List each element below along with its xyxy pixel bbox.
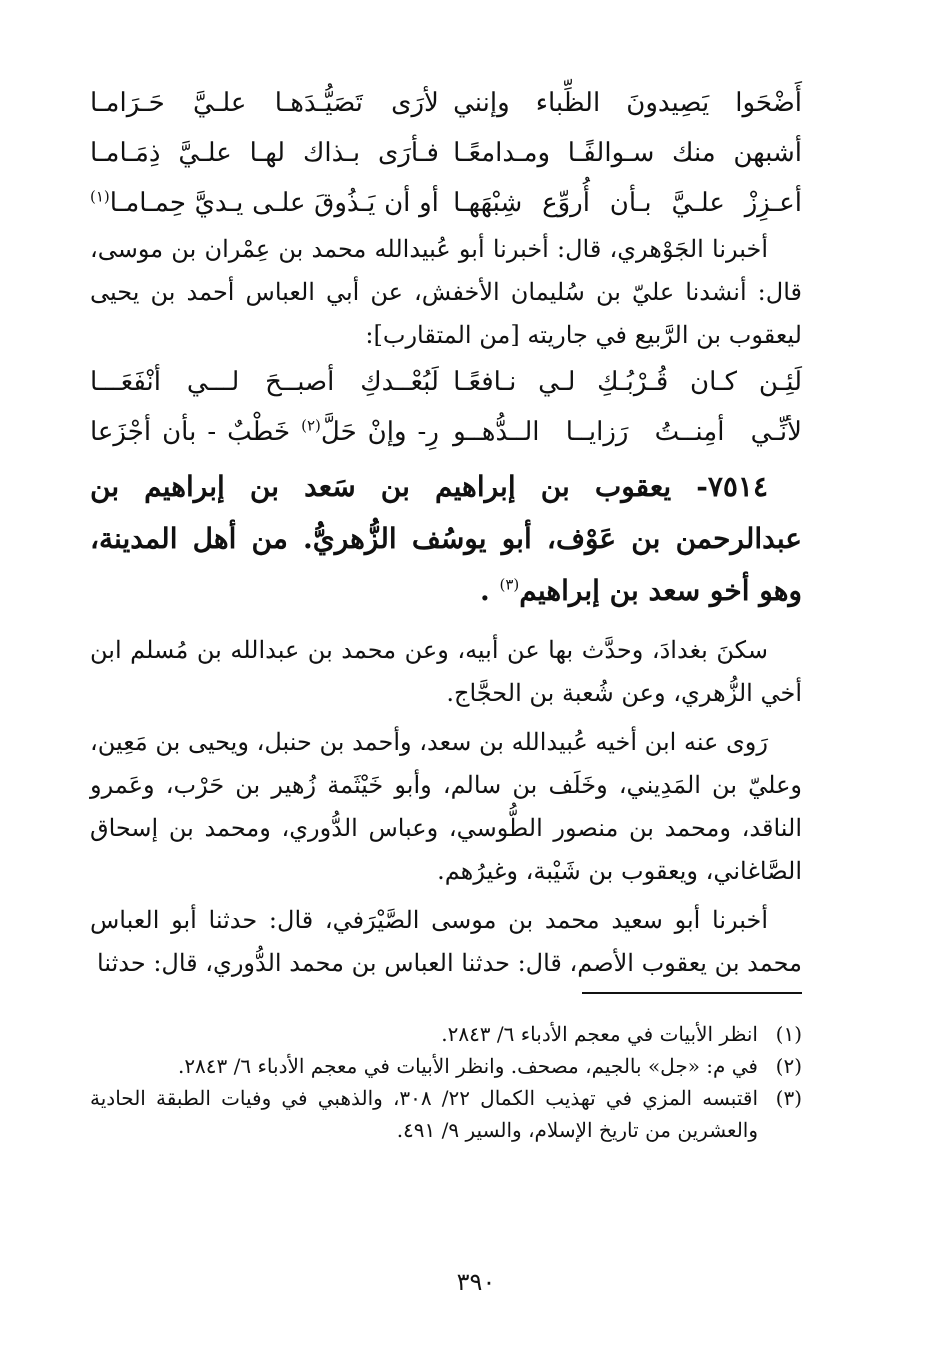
verse-first-hemistich: لأنِّـي أمِنــتُ رَزايــا الــدُّهــو — [453, 417, 802, 447]
verse-line — [90, 407, 802, 457]
verse-first-hemistich: أعـزِزْ علـيَّ بـأن أُروِّع شِبْهَهـا — [453, 188, 802, 218]
footnote-text: اقتبسه المزي في تهذيب الكمال ٢٢/ ٣٠٨، والذهبي في وفيات الطبقة الحادية والعشرين من تاريخ الإسلام، والسير ٩/ ٤٩١. — [90, 1086, 758, 1142]
verse-line — [90, 178, 802, 228]
verse-first-hemistich: لَئِـن كـان قُـرْبُـكِ لـي نـافعًـا — [453, 367, 802, 397]
footnote-text: انظر الأبيات في معجم الأدباء ٦/ ٢٨٤٣. — [441, 1022, 758, 1046]
biography-entry-heading — [90, 461, 802, 617]
verse-line — [90, 357, 802, 407]
footnote-marker: (٣) — [499, 575, 520, 594]
verse-text: خَطْبٌ - بأن أجْزَعا — [90, 417, 302, 447]
footnote-separator — [582, 992, 802, 994]
footnote-item — [90, 1050, 802, 1082]
footnote-number: (٣) — [775, 1086, 802, 1110]
verse-second-hemistich — [90, 178, 439, 228]
verse-line — [90, 128, 802, 178]
footnote-item — [90, 1018, 802, 1050]
verse-second-hemistich: لَبُعْــدكِ أصبــحَ لـــي أنْفَعَـــا — [90, 367, 439, 397]
entry-end: . — [479, 574, 500, 607]
verse-first-hemistich: أشبهن منك سـوالفًـا ومـدامعًـا — [453, 138, 802, 168]
verse-line — [90, 78, 802, 128]
verse-second-hemistich — [90, 407, 439, 457]
footnote-text: في م: «جل» بالجيم، مصحف. وانظر الأبيات في معجم الأدباء ٦/ ٢٨٤٣. — [177, 1054, 758, 1078]
paragraph-narrators: رَوى عنه ابن أخيه عُبيدالله بن سعد، وأحمد بن حنبل، ويحيى بن مَعِين، وعليّ بن المَدِيني، وخَلَف بن سالم، وأبو خَيْثَمة زُهير بن حَرْب، وعَمرو الناقد، ومحمد بن منصور الطُّوسي، وعباس الدُّوري، ومحمد بن إسحاق الصَّاغاني، ويعقوب بن شَيْبة، وغيرُهم. — [90, 728, 802, 885]
verse-second-hemistich: فـأرَى بـذاك لهـا علـيَّ ذِمَـامـا — [90, 138, 439, 168]
footnote-number: (٢) — [775, 1054, 802, 1078]
paragraph-chain: أخبرنا أبو سعيد محمد بن موسى الصَّيْرَفي، قال: حدثنا أبو العباس محمد بن يعقوب الأصم، قال: حدثنا العباس بن محمد الدُّوري، قال: حدثنا — [90, 906, 802, 977]
footnote-marker: (١) — [90, 187, 110, 206]
page-body — [90, 78, 802, 985]
verse-text: رِ- وإنْ حَلَّ — [320, 417, 439, 447]
paragraph-narration-1: أخبرنا الجَوْهري، قال: أخبرنا أبو عُبيدالله محمد بن عِمْران بن موسى، قال: أنشدنا عليّ بن سُليمان الأخفش، عن أبي العباس أحمد بن يحيى ليعقوب بن الرَّبيع في جاريته [من المتقارب]: — [90, 235, 802, 349]
verse-text: أو أن يَـذُوقَ علـى يـديَّ حِمـامـا — [109, 188, 439, 218]
paragraph-residence: سكنَ بغدادَ، وحدَّث بها عن أبيه، وعن محمد بن عبدالله بن مُسلم ابن أخي الزُّهري، وعن شُعبة بن الحجَّاج. — [90, 636, 802, 707]
verse-second-hemistich: لأرَى تَصَيُّـدَهـا علـيَّ حَـرَامـا — [90, 88, 439, 118]
footnote-marker: (٢) — [301, 416, 321, 435]
footnotes — [90, 1018, 802, 1146]
footnote-item — [90, 1082, 802, 1146]
verse-first-hemistich: أَضْحَوا يَصِيدونَ الظِّباء وإنني — [453, 88, 802, 118]
footnote-number: (١) — [775, 1022, 802, 1046]
page-number: ٣٩٠ — [456, 1268, 496, 1296]
entry-title: ٧٥١٤- يعقوب بن إبراهيم بن سَعد بن إبراهيم بن عبدالرحمن بن عَوْف، أبو يوسُف الزُّهريُّ. من أهل المدينة، وهو أخو سعد بن إبراهيم — [90, 470, 802, 607]
